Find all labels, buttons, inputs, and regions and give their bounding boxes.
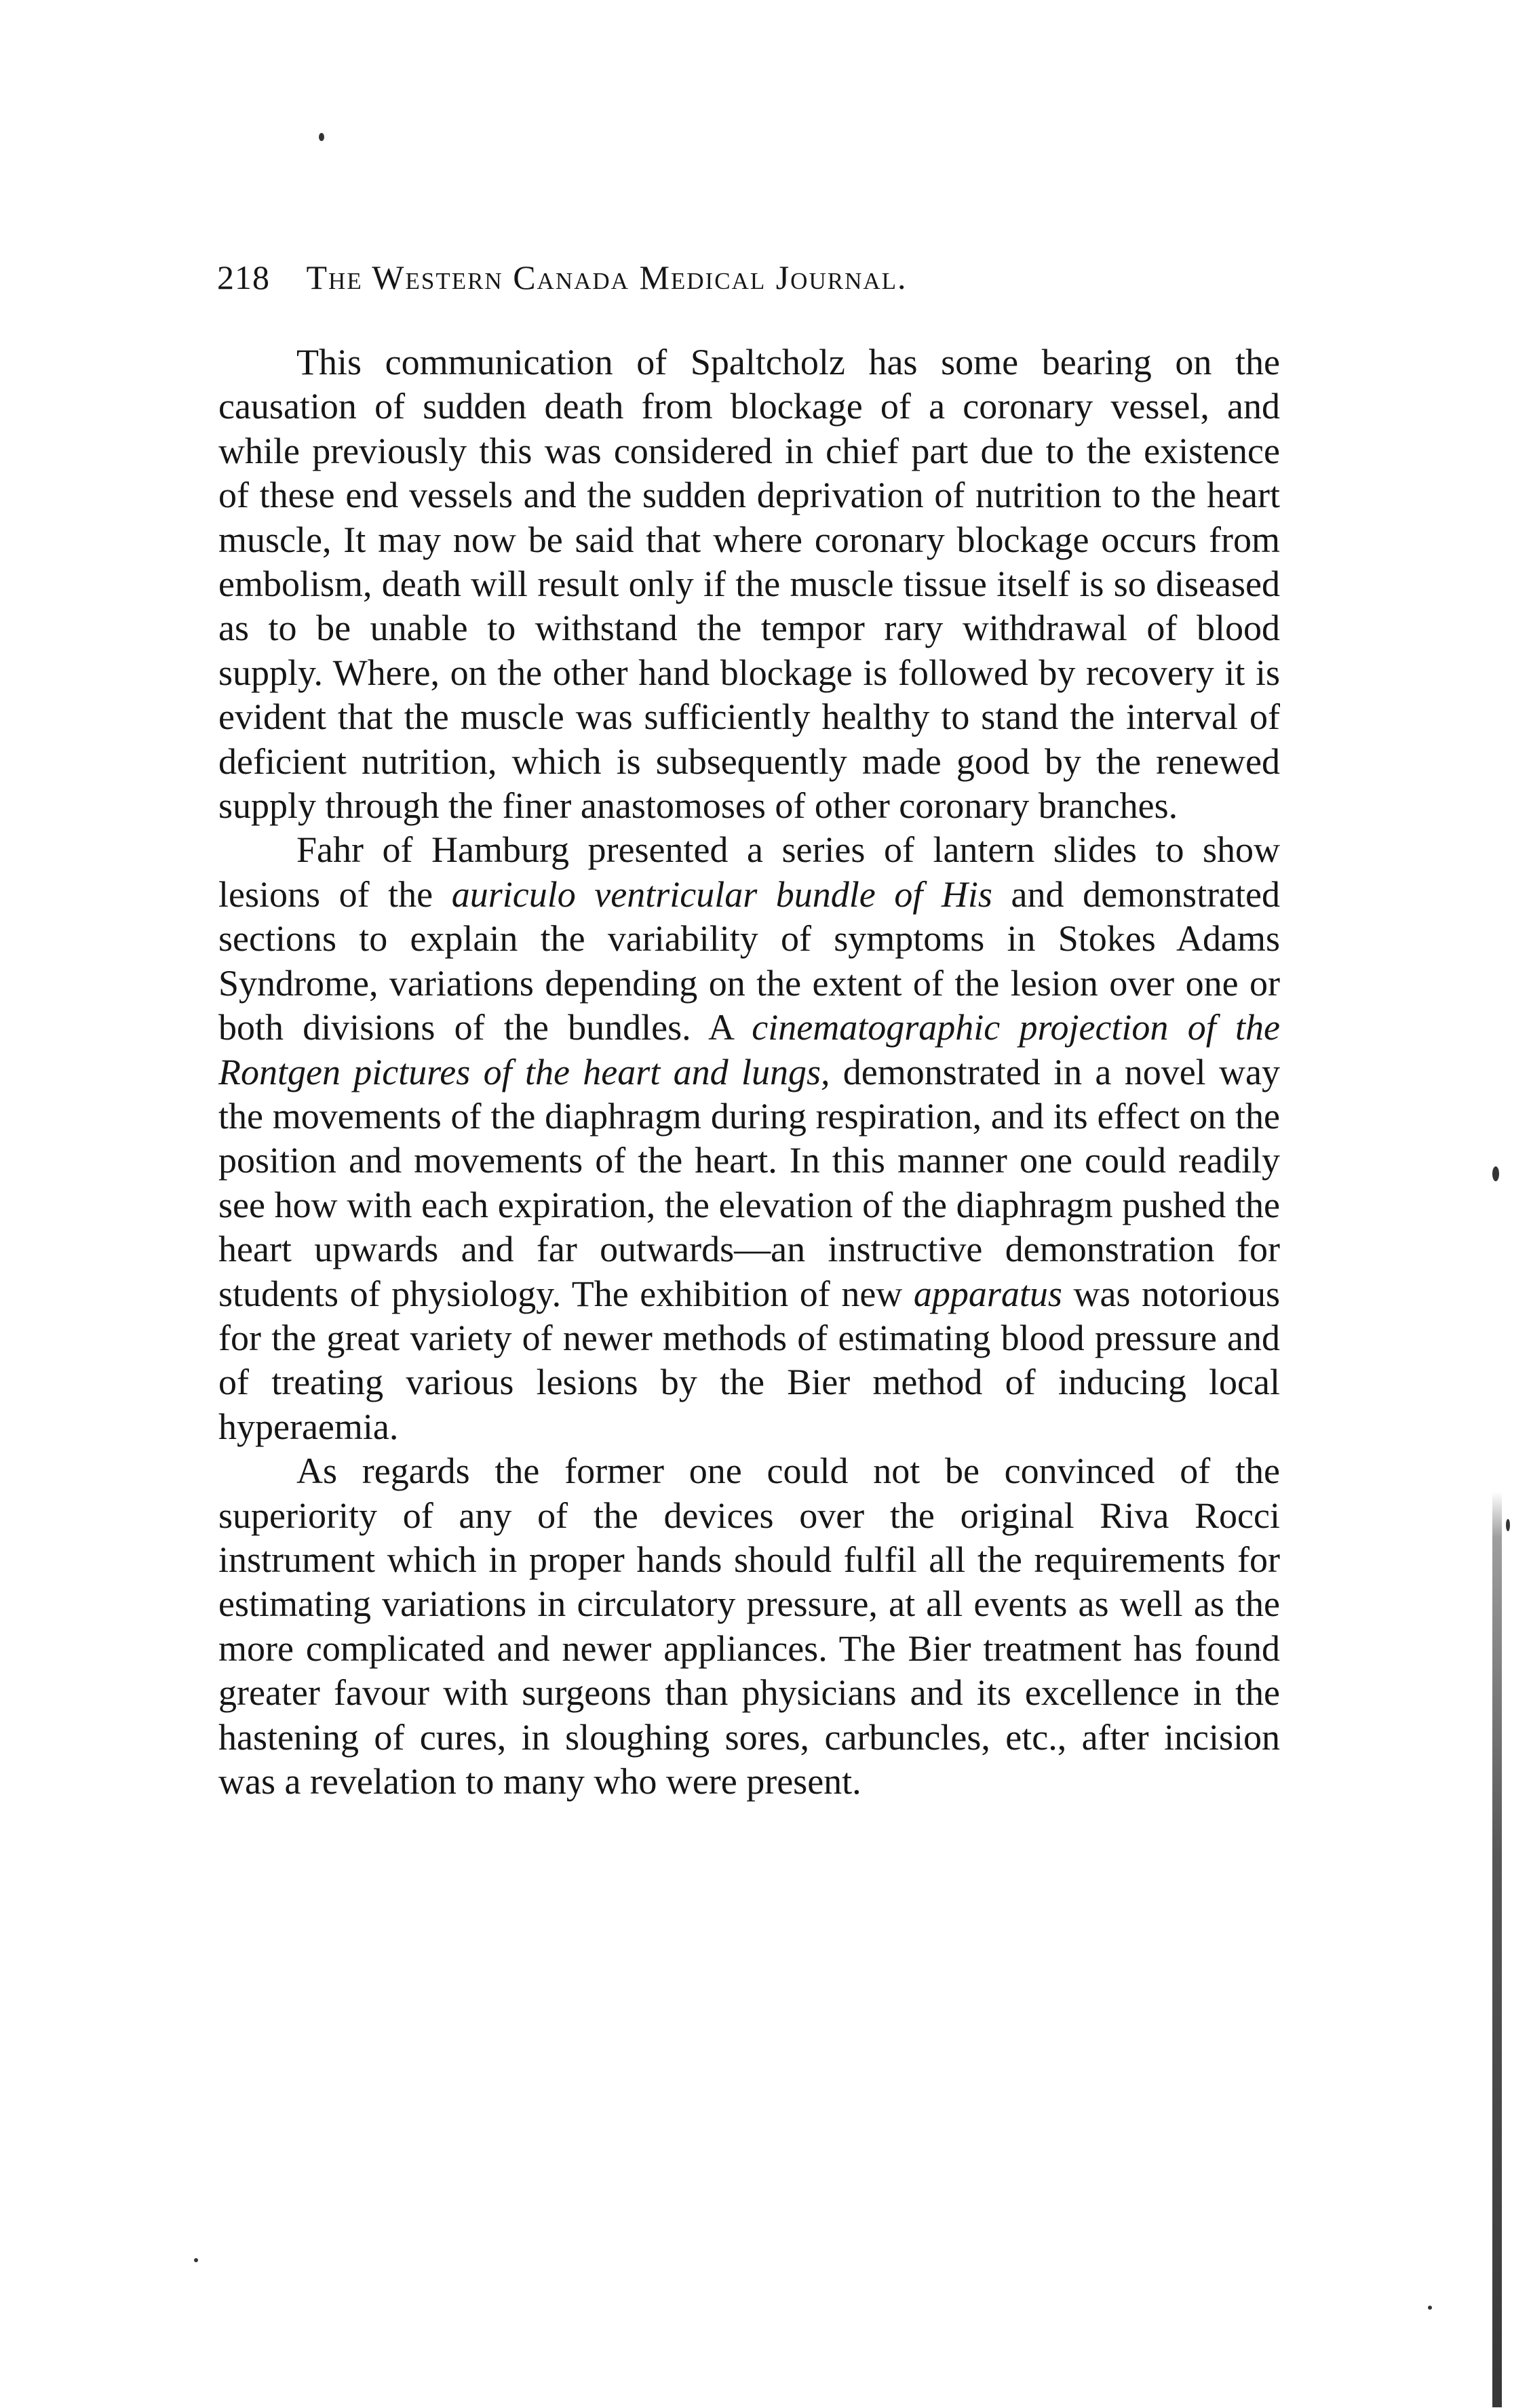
journal-title: The Western Canada Medical Journal. bbox=[306, 258, 908, 296]
scan-edge-shadow bbox=[1492, 1492, 1502, 2407]
italic-term: auriculo ventricular bundle of His bbox=[451, 873, 992, 915]
scan-speck bbox=[1428, 2306, 1432, 2310]
paragraph-1 bbox=[218, 340, 1280, 828]
paragraph-2 bbox=[218, 828, 1280, 1449]
article-body bbox=[218, 340, 1280, 1804]
scan-speck bbox=[1492, 1166, 1499, 1181]
text-segment: As regards the former one could not be convinced of the superiority of any of the devices over the original Riva Rocci instrument which in proper hands should fulfil all the requirements for estimating variations in circulatory pressure, at all events as well as the more complicated and newer appliances. The Bier treatment has found greater favour with surgeons than physicians and its excellence in the hastening of cures, in sloughing sores, carbuncles, etc., after incision was a revelation to many who were present. bbox=[218, 1450, 1280, 1802]
text-segment: demonstrated in a novel way the movements of the diaphragm during respiration, and its effect on the position and movements of the heart. In this manner one could readily see how with each expiration, the elevation of the diaphragm pushed the heart upwards and far outwards—an instructive demonstration for students of physiology. The exhibition of new bbox=[218, 1051, 1280, 1314]
scan-speck bbox=[194, 2258, 198, 2262]
page-number: 218 bbox=[217, 258, 270, 296]
italic-term: cinematographic projection of the Rontgen pictures of the heart and lungs, bbox=[218, 1007, 1280, 1092]
text-segment: Fahr of Hamburg presented a series of lantern slides to show lesions of the bbox=[218, 829, 1280, 915]
running-header bbox=[217, 254, 1302, 301]
italic-term: apparatus bbox=[913, 1273, 1062, 1314]
scan-speck bbox=[319, 133, 324, 141]
paragraph-3 bbox=[218, 1449, 1280, 1804]
text-segment: was notorious for the great variety of newer methods of estimating blood pressure and of treating various lesions by the Bier method of inducing local hyperaemia. bbox=[218, 1273, 1280, 1447]
text-segment: This communication of Spaltcholz has some bearing on the causation of sudden death from blockage of a coronary vessel, and while previously this was considered in chief part due to the existence of these end vessels and the sudden deprivation of nutrition to the heart muscle, It may now be said that where coronary blockage occurs from embolism, death will result only if the muscle tissue itself is so diseased as to be unable to withstand the tempor rary withdrawal of blood supply. Where, on the other hand blockage is followed by recovery it is evident that the muscle was sufficiently healthy to stand the interval of deficient nutrition, which is subsequently made good by the renewed supply through the finer anastomoses of other coronary branches. bbox=[218, 342, 1280, 827]
scan-speck bbox=[1506, 1519, 1510, 1531]
text-segment: and demonstrated sections to explain the variability of symptoms in Stokes Adams Syndrome, variations depending on the extent of the lesion over one or both divisions of the bundles. A bbox=[218, 873, 1280, 1048]
